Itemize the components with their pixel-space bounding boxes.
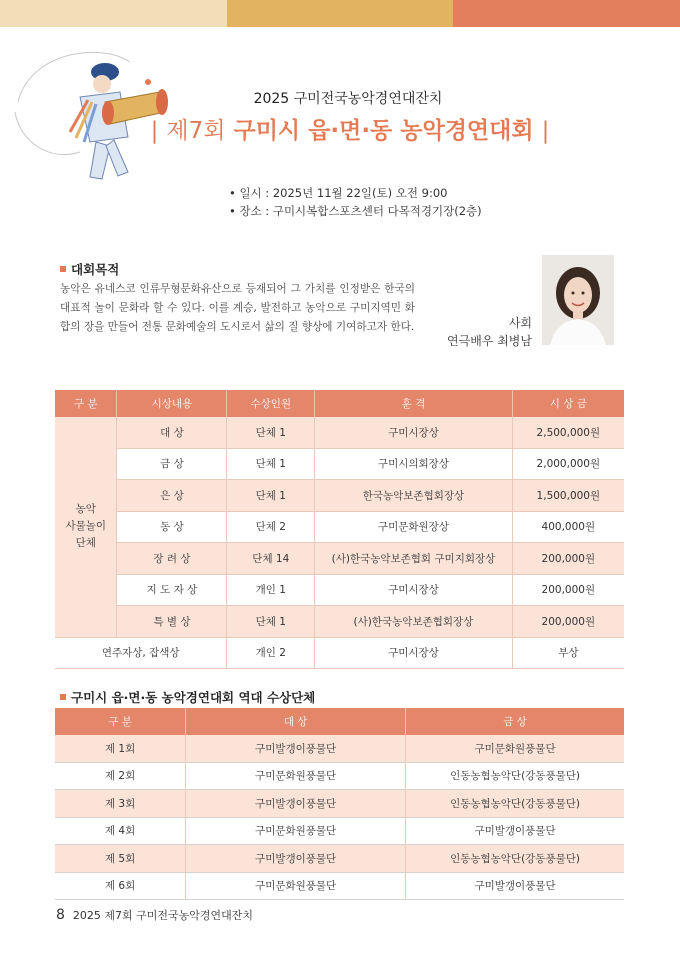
history-grand: 구미발갱이풍물단 (186, 790, 406, 818)
award-table-header (55, 390, 624, 417)
award-count: 개인 1 (227, 574, 315, 606)
category-line: 단체 (75, 537, 96, 550)
table-row (55, 637, 624, 669)
history-gold: 구미발갱이풍물단 (406, 872, 624, 900)
title-edition: 제7회 (166, 118, 226, 144)
table-row (55, 735, 624, 762)
award-honor: 구미문화원장상 (315, 511, 513, 543)
award-honor: 구미시장상 (315, 574, 513, 606)
award-name: 특 별 상 (117, 606, 227, 638)
history-heading (60, 688, 315, 706)
award-prize: 2,000,000원 (512, 448, 624, 480)
award-honor: 구미시장상 (315, 417, 513, 448)
mc-name: 연극배우 최병남 (447, 334, 532, 348)
history-round: 제 6회 (55, 872, 186, 900)
mc-photo (542, 255, 614, 345)
history-grand: 구미문화원풍물단 (186, 762, 406, 790)
top-bar-segment-light (0, 0, 227, 27)
table-row (55, 872, 624, 900)
award-prize: 200,000원 (512, 574, 624, 606)
history-col-round: 구 분 (55, 708, 186, 735)
purpose-heading (60, 260, 119, 278)
table-row (55, 790, 624, 818)
award-name: 동 상 (117, 511, 227, 543)
event-date: • 일시 : 2025년 11월 22일(토) 오전 9:00 (229, 186, 448, 200)
history-round: 제 4회 (55, 817, 186, 845)
mc-role: 사회 (508, 316, 532, 330)
table-row (55, 606, 624, 638)
award-count: 단체 1 (227, 480, 315, 512)
award-prize: 200,000원 (512, 606, 624, 638)
history-round: 제 3회 (55, 790, 186, 818)
event-info (229, 184, 482, 220)
history-grand: 구미문화원풍물단 (186, 817, 406, 845)
award-name: 지 도 자 상 (117, 574, 227, 606)
award-honor: 구미시장상 (315, 637, 513, 669)
mc-caption (447, 314, 532, 350)
bullet-square-icon (60, 694, 66, 700)
award-table (55, 390, 624, 669)
table-row (55, 417, 624, 448)
history-grand: 구미문화원풍물단 (186, 872, 406, 900)
top-bar-segment-mid (227, 0, 453, 27)
table-row (55, 511, 624, 543)
page-title (0, 112, 680, 145)
award-category-cell (55, 417, 117, 637)
award-col-prize: 시 상 금 (512, 390, 624, 417)
history-gold: 구미발갱이풍물단 (406, 817, 624, 845)
award-honor: (사)한국농악보존협회장상 (315, 606, 513, 638)
history-gold: 구미문화원풍물단 (406, 735, 624, 762)
history-gold: 인동농협농악단(강동풍물단) (406, 845, 624, 873)
award-count: 단체 2 (227, 511, 315, 543)
award-prize: 400,000원 (512, 511, 624, 543)
award-prize: 2,500,000원 (512, 417, 624, 448)
history-round: 제 1회 (55, 735, 186, 762)
history-heading-label: 구미시 읍·면·동 농악경연대회 역대 수상단체 (71, 690, 316, 705)
award-honor: 구미시의회장상 (315, 448, 513, 480)
award-name: 금 상 (117, 448, 227, 480)
footer-text: 2025 제7회 구미전국농악경연대잔치 (72, 909, 254, 922)
table-row (55, 448, 624, 480)
person-portrait-icon (542, 255, 614, 345)
table-row (55, 574, 624, 606)
award-count: 단체 1 (227, 417, 315, 448)
award-prize: 200,000원 (512, 543, 624, 575)
history-round: 제 2회 (55, 762, 186, 790)
table-row (55, 543, 624, 575)
purpose-text: 농악은 유네스코 인류무형문화유산으로 등재되어 그 가치를 인정받은 한국의 대표적 놀이 문화라 할 수 있다. 이를 계승, 발전하고 농악으로 구미지역민 화합의 장을 만들어 전통 문화예술의 도시로서 삶의 질 향상에 기여하고자 한다. (60, 283, 415, 333)
page-footer (56, 907, 253, 923)
table-row (55, 762, 624, 790)
award-col-honor: 훈 격 (315, 390, 513, 417)
purpose-heading-label: 대회목적 (71, 262, 120, 277)
award-count: 개인 2 (227, 637, 315, 669)
title-bar-left: | (150, 118, 159, 144)
category-line: 농악 (75, 503, 96, 516)
title-main: 구미시 읍·면·동 농악경연대회 (233, 118, 534, 144)
history-round: 제 5회 (55, 845, 186, 873)
history-gold: 인동농협농악단(강동풍물단) (406, 762, 624, 790)
award-name: 장 려 상 (117, 543, 227, 575)
title-bar-right: | (541, 118, 550, 144)
bullet-square-icon (60, 266, 66, 272)
award-name: 은 상 (117, 480, 227, 512)
award-count: 단체 14 (227, 543, 315, 575)
history-gold: 인동농협농악단(강동풍물단) (406, 790, 624, 818)
history-grand: 구미발갱이풍물단 (186, 845, 406, 873)
history-table (55, 708, 624, 900)
history-col-gold: 금 상 (406, 708, 624, 735)
history-col-grand: 대 상 (186, 708, 406, 735)
event-place: • 장소 : 구미시복합스포츠센터 다목적경기장(2층) (229, 204, 482, 218)
award-name: 연주자상, 잡색상 (55, 637, 227, 669)
award-count: 단체 1 (227, 448, 315, 480)
award-col-award: 시상내용 (117, 390, 227, 417)
table-row (55, 817, 624, 845)
history-table-header (55, 708, 624, 735)
award-col-count: 수상인원 (227, 390, 315, 417)
award-count: 단체 1 (227, 606, 315, 638)
page-number: 8 (56, 907, 65, 923)
award-name: 대 상 (117, 417, 227, 448)
table-row (55, 480, 624, 512)
top-color-bar (0, 0, 680, 27)
award-prize: 1,500,000원 (512, 480, 624, 512)
history-grand: 구미발갱이풍물단 (186, 735, 406, 762)
award-col-category: 구 분 (55, 390, 117, 417)
award-prize: 부상 (512, 637, 624, 669)
table-row (55, 845, 624, 873)
event-subtitle: 2025 구미전국농악경연대잔치 (253, 91, 443, 107)
award-honor: 한국농악보존협회장상 (315, 480, 513, 512)
category-line: 사물놀이 (65, 520, 107, 533)
top-bar-segment-dark (453, 0, 680, 27)
award-honor: (사)한국농악보존협회 구미지회장상 (315, 543, 513, 575)
